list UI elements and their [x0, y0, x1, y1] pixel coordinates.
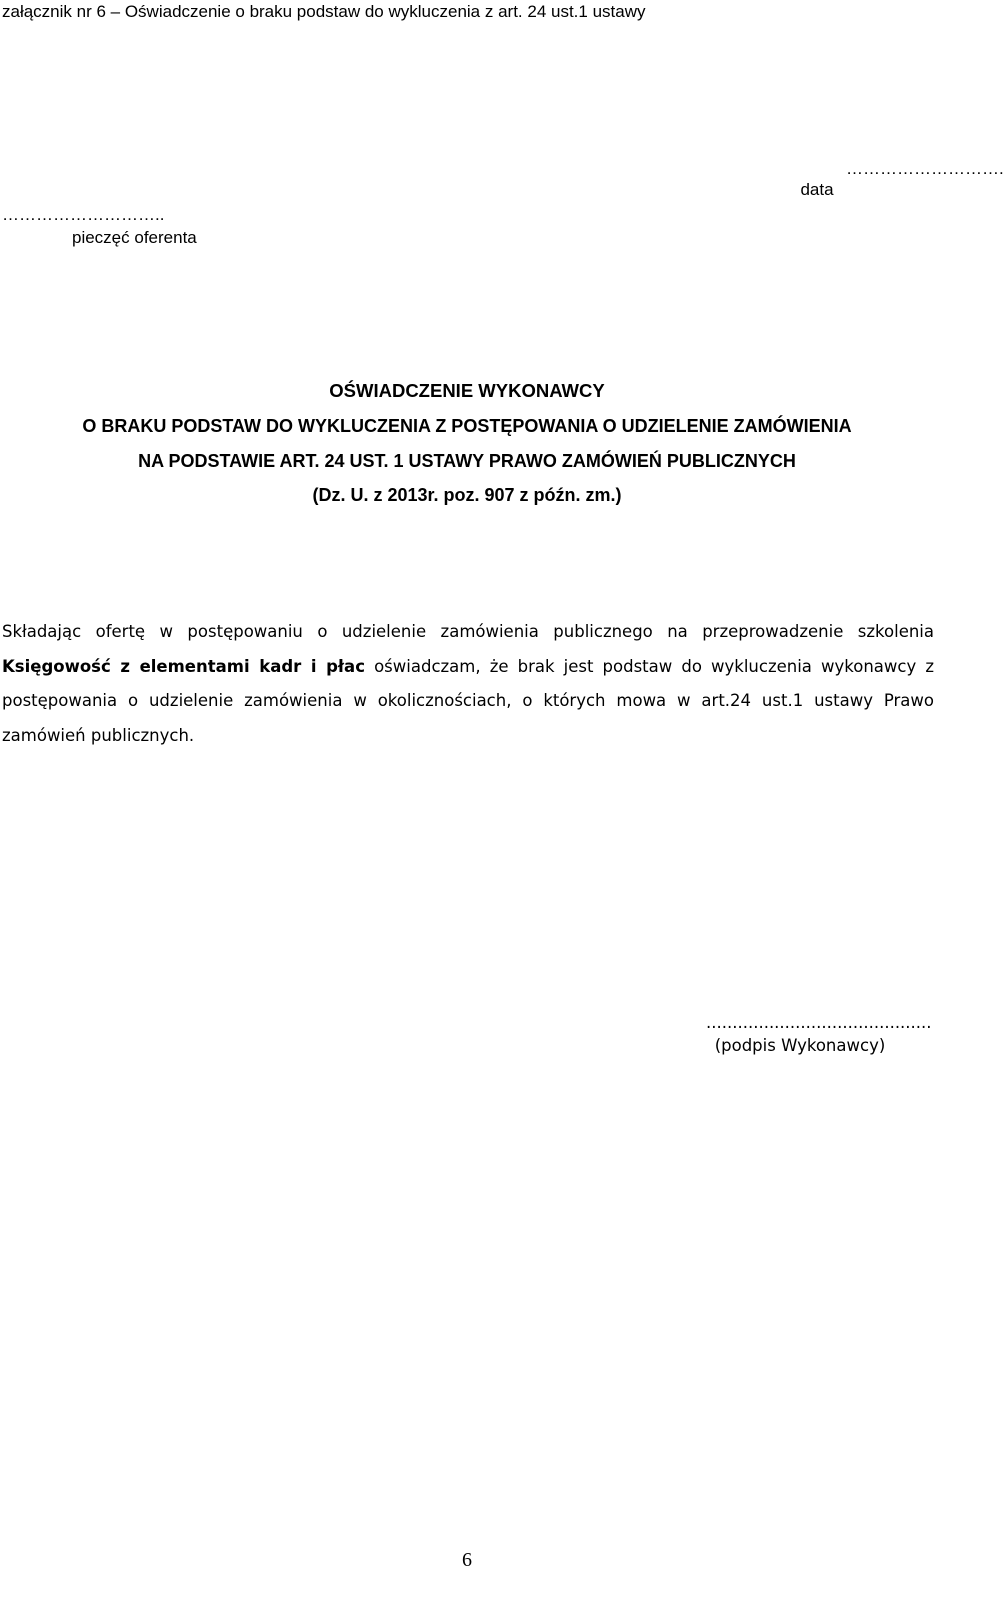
statement-paragraph — [2, 615, 934, 753]
legal-reference: (Dz. U. z 2013r. poz. 907 z późn. zm.) — [312, 485, 622, 505]
attachment-header: załącznik nr 6 – Oświadczenie o braku podstaw do wykluczenia z art. 24 ust.1 ustawy — [2, 2, 646, 21]
date-label: data — [800, 180, 834, 199]
statement-text-part-1: Składając ofertę w postępowaniu o udzielenie zamówienia publicznego na przeprowadzenie szkolenia — [2, 622, 934, 641]
date-field-dots: ………………………. — [846, 159, 1004, 178]
stamp-label: pieczęć oferenta — [72, 228, 197, 247]
document-title: OŚWIADCZENIE WYKONAWCY — [329, 380, 605, 401]
page-number: 6 — [462, 1549, 472, 1571]
signature-field-dots: ........................................... — [706, 1013, 932, 1032]
course-name: Księgowość z elementami kadr i płac — [2, 656, 365, 676]
document-subtitle-line-2: NA PODSTAWIE ART. 24 UST. 1 USTAWY PRAWO ZAMÓWIEŃ PUBLICZNYCH — [138, 451, 796, 471]
statement-text-part-2: oświadczam, że brak jest podstaw do wykluczenia wykonawcy z postępowania o udzielenie zamówienia w okolicznościach, o których mowa w art.24 ust.1 ustawy Prawo zamówień publicznych. — [2, 656, 934, 745]
stamp-field-dots: ……………………….. — [2, 205, 165, 224]
signature-label: (podpis Wykonawcy) — [714, 1036, 886, 1055]
document-subtitle-line-1: O BRAKU PODSTAW DO WYKLUCZENIA Z POSTĘPOWANIA O UDZIELENIE ZAMÓWIENIA — [82, 416, 852, 436]
